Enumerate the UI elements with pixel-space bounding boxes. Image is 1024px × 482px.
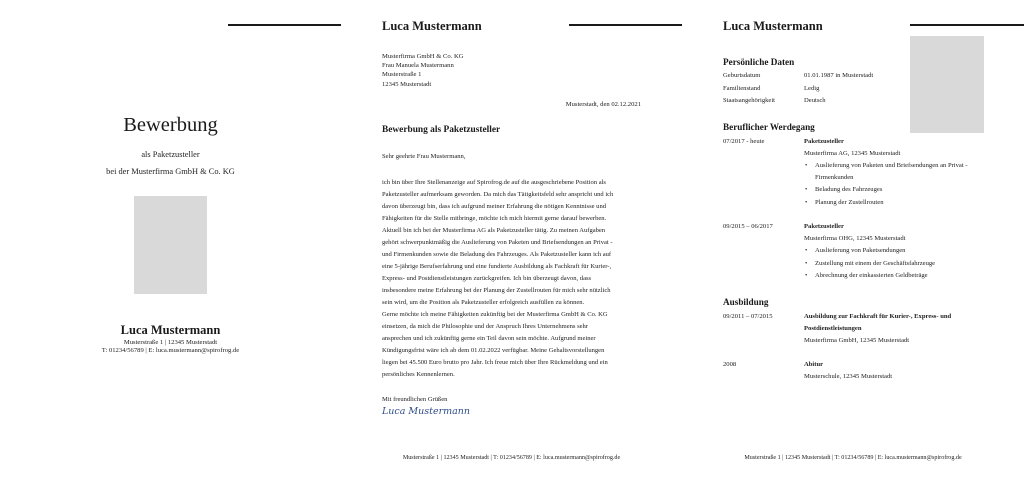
letter-body-line: ich bin über Ihre Stellenanzeige auf Spirofrog.de auf die ausgeschriebene Position als <box>382 179 606 186</box>
letter-body-line: Aktuell bin ich bei der Musterfirma AG als Paketzusteller tätig. Zu meinen Aufgaben <box>382 227 606 234</box>
personal-label: Staatsangehörigkeit <box>723 97 776 104</box>
cover-applicant-name: Luca Mustermann <box>120 323 221 337</box>
letter-body-line: ansprechen und ich zukünftig gerne ein Teil davon sein möchte. Aufgrund meiner <box>382 335 596 342</box>
letter-body-line: Paketzusteller aufmerksam geworden. Da mich das Tätigkeitsfeld sehr anspricht und ich <box>382 191 614 198</box>
recipient-city: 12345 Musterstadt <box>382 80 432 88</box>
cover-subtitle-position: als Paketzusteller <box>141 150 200 159</box>
header-rule <box>228 24 341 26</box>
header-rule <box>910 24 1024 26</box>
education-place: Musterfirma GmbH, 12345 Musterstadt <box>804 337 910 344</box>
career-role: Paketzusteller <box>804 138 844 145</box>
cv-photo-placeholder <box>910 36 984 133</box>
letter-body-line: persönliches Kennenlernen. <box>382 371 455 378</box>
letter-body-line: Fähigkeiten für die Stelle mitbringe, möchte ich mich hiermit gerne darauf bewerben. <box>382 215 607 222</box>
letter-body-line: liegen bei 45.500 Euro brutto pro Jahr. Ich freue mich über Ihre Rückmeldung und ein <box>382 359 608 366</box>
cover-page <box>0 0 341 482</box>
career-role: Paketzusteller <box>804 223 844 230</box>
recipient-address <box>382 52 464 89</box>
letter-closing: Mit freundlichen Grüßen <box>382 396 448 403</box>
section-title-career: Beruflicher Werdegang <box>723 122 815 132</box>
section-title-personal: Persönliche Daten <box>723 57 795 67</box>
career-bullet: • Zustellung mit einem der Geschäftsfahrzeuge <box>815 260 935 267</box>
section-title-education: Ausbildung <box>723 297 769 307</box>
cover-title: Bewerbung <box>123 114 218 136</box>
career-company: Musterfirma AG, 12345 Musterstadt <box>804 150 901 157</box>
letter-body-line: eine 5-jährige Berufserfahrung und eine fundierte Ausbildung als Fachkraft für Kurier-, <box>382 263 612 270</box>
letter-body-line: Gerne möchte ich meine Fähigkeiten zukünftig bei der Musterfirma GmbH & Co. KG <box>382 311 608 318</box>
cover-address: Musterstraße 1 | 12345 Musterstadt <box>123 339 218 346</box>
personal-label: Geburtsdatum <box>723 72 761 79</box>
letter-body-line: davon überzeugt bin, dass ich aufgrund meiner Erfahrung die nötigen Kenntnisse und <box>382 203 606 210</box>
career-period: 09/2015 – 06/2017 <box>723 223 773 230</box>
letter-body-line: und Firmenkunden sowie die Beladung des Fahrzeuges. Als Paketzusteller kann ich auf <box>382 251 612 258</box>
cv-footer: Musterstraße 1 | 12345 Musterstadt | T: 01234/56789 | E: luca.mustermann@spirofrog.de <box>744 455 962 461</box>
education-title: Ausbildung zur Fachkraft für Kurier-, Express- und <box>804 313 952 320</box>
career-bullet-continued: Firmenkunden <box>815 174 854 181</box>
education-period: 09/2011 – 07/2015 <box>723 313 773 320</box>
career-bullet: • Planung der Zustellrouten <box>815 199 884 206</box>
career-bullet: • Auslieferung von Paketen und Briefsendungen an Privat - <box>815 162 968 169</box>
letter-signature: Luca Mustermann <box>382 406 471 417</box>
career-period: 07/2017 - heute <box>723 138 765 145</box>
letter-body-line: Kündigungsfrist wäre ich ab dem 01.02.2022 verfügbar. Meine Gehaltsvorstellungen <box>382 347 605 354</box>
cv-page <box>682 0 1024 482</box>
cv-header-name: Luca Mustermann <box>723 19 823 33</box>
letter-body-line: sein wird, um die Position als Paketzusteller erfolgreich ausfüllen zu können. <box>382 299 585 306</box>
recipient-street: Musterstraße 1 <box>382 71 422 79</box>
education-period: 2008 <box>723 361 737 368</box>
career-bullet: • Beladung des Fahrzeuges <box>815 186 882 193</box>
personal-label: Familienstand <box>723 85 761 92</box>
letter-body-line: insbesondere meine Erfahrung bei der Planung der Zustellrouten für mich sehr nützlich <box>382 287 611 294</box>
letter-body-line: gehört schwerpunktmäßig die Auslieferung von Paketen und Briefsendungen an Privat - <box>382 239 613 246</box>
personal-value: Ledig <box>804 85 820 92</box>
recipient-person: Frau Manuela Mustermann <box>382 62 454 70</box>
letter-date: Musterstadt, den 02.12.2021 <box>565 101 641 108</box>
personal-value: 01.01.1987 in Musterstadt <box>804 72 874 79</box>
cover-subtitle-company: bei der Musterfirma GmbH & Co. KG <box>106 167 235 176</box>
letter-header-name: Luca Mustermann <box>382 19 482 33</box>
recipient-company: Musterfirma GmbH & Co. KG <box>382 53 464 60</box>
education-place: Musterschule, 12345 Musterstadt <box>804 373 893 380</box>
personal-value: Deutsch <box>804 97 826 104</box>
letter-salutation: Sehr geehrte Frau Mustermann, <box>382 153 466 160</box>
education-title: Abitur <box>804 361 824 368</box>
career-bullet: • Auslieferung von Paketsendungen <box>815 247 905 254</box>
letter-body-line: Express- und Postdienstleistungen zurückgreifen. Ich bin überzeugt davon, dass <box>382 275 592 282</box>
letter-subject: Bewerbung als Paketzusteller <box>382 125 501 135</box>
letter-footer: Musterstraße 1 | 12345 Musterstadt | T: 01234/56789 | E: luca.mustermann@spirofrog.de <box>402 455 621 461</box>
cover-contact: T: 01234/56789 | E: luca.mustermann@spirofrog.de <box>101 347 240 354</box>
education-title-continued: Postdienstleistungen <box>804 325 862 332</box>
career-company: Musterfirma OHG, 12345 Musterstadt <box>804 235 906 242</box>
header-rule <box>569 24 682 26</box>
career-bullet: • Abrechnung der einkassierten Geldbeträge <box>815 272 928 279</box>
letter-body-line: einsetzen, da mich die Philosophie und der Anspruch Ihres Unternehmens sehr <box>382 323 588 330</box>
applicant-photo-placeholder <box>134 196 207 294</box>
